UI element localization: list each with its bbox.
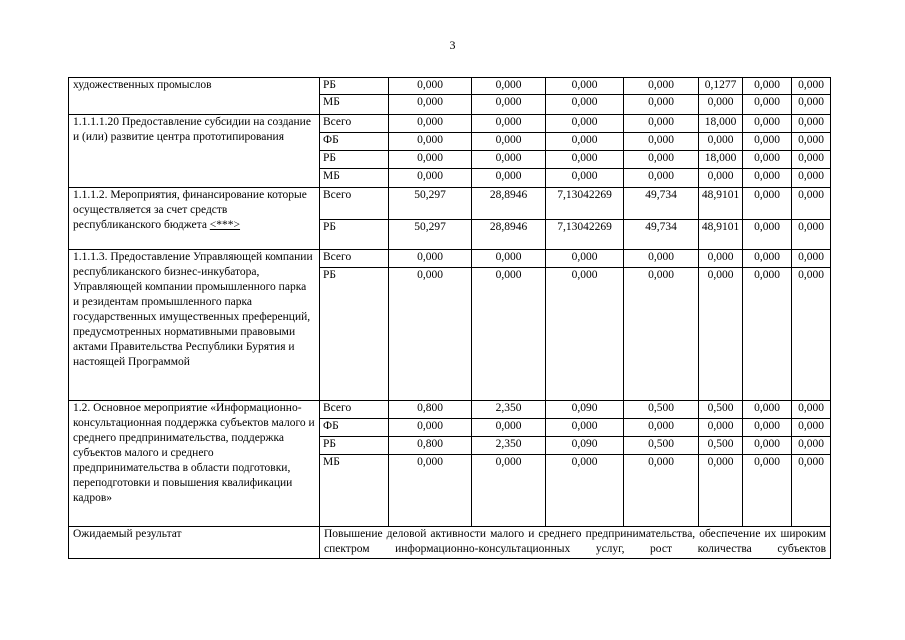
amount-cell: 49,734 bbox=[624, 188, 699, 220]
amount-cell: 0,000 bbox=[792, 151, 831, 169]
funding-source: РБ bbox=[320, 268, 389, 401]
amount-cell: 0,000 bbox=[389, 250, 472, 268]
amount-cell: 0,000 bbox=[389, 169, 472, 188]
amount-cell: 0,000 bbox=[546, 455, 624, 527]
activity-label: 1.2. Основное мероприятие «Информационно-консультационная поддержка субъектов малого и среднего предпринимательства, поддержка субъектов малого и среднего предпринимательства в области подготовки, переподготовки и повышения квалификации кадров» bbox=[73, 402, 315, 504]
activity-cell bbox=[69, 115, 320, 188]
funding-source: МБ bbox=[320, 95, 389, 115]
amount-cell: 0,000 bbox=[743, 437, 792, 455]
amount-cell: 0,000 bbox=[792, 95, 831, 115]
amount-cell: 0,000 bbox=[743, 151, 792, 169]
funding-source: РБ bbox=[320, 151, 389, 169]
amount-cell: 0,000 bbox=[792, 169, 831, 188]
amount-cell: 48,9101 bbox=[699, 220, 743, 250]
amount-cell: 0,000 bbox=[472, 169, 546, 188]
amount-cell: 0,000 bbox=[389, 115, 472, 133]
activity-label: 1.1.1.3. Предоставление Управляющей компании республиканского бизнес-инкубатора, Управляющей компании промышленного парка и резидентам промышленного парка государственных имущественных преференций, предусмотренных нормативными правовыми актами Правительства Республики Бурятия и настоящей Программой bbox=[73, 251, 313, 368]
funding-source: РБ bbox=[320, 437, 389, 455]
amount-cell: 0,000 bbox=[792, 133, 831, 151]
table-row bbox=[69, 250, 831, 268]
amount-cell: 0,800 bbox=[389, 437, 472, 455]
amount-cell: 0,000 bbox=[792, 419, 831, 437]
amount-cell: 0,000 bbox=[624, 250, 699, 268]
amount-cell: 0,000 bbox=[546, 115, 624, 133]
amount-cell: 0,000 bbox=[792, 188, 831, 220]
amount-cell: 0,000 bbox=[792, 220, 831, 250]
activity-cell bbox=[69, 401, 320, 527]
amount-cell: 0,500 bbox=[699, 437, 743, 455]
amount-cell: 0,000 bbox=[472, 133, 546, 151]
amount-cell: 0,000 bbox=[546, 78, 624, 95]
amount-cell: 0,000 bbox=[624, 151, 699, 169]
amount-cell: 0,000 bbox=[743, 95, 792, 115]
financing-table bbox=[68, 77, 831, 559]
amount-cell: 0,000 bbox=[624, 133, 699, 151]
table-row bbox=[69, 401, 831, 419]
amount-cell: 2,350 bbox=[472, 437, 546, 455]
amount-cell: 28,8946 bbox=[472, 220, 546, 250]
amount-cell: 0,000 bbox=[472, 419, 546, 437]
activity-label: 1.1.1.2. Мероприятия, финансирование которые осуществляется за счет средств республиканского бюджета bbox=[73, 189, 307, 231]
amount-cell: 0,1277 bbox=[699, 78, 743, 95]
funding-source: ФБ bbox=[320, 133, 389, 151]
amount-cell: 0,000 bbox=[792, 268, 831, 401]
amount-cell: 0,000 bbox=[743, 133, 792, 151]
amount-cell: 0,000 bbox=[546, 95, 624, 115]
funding-source: Всего bbox=[320, 188, 389, 220]
activity-label: 1.1.1.1.20 Предоставление субсидии на создание и (или) развитие центра прототипирования bbox=[73, 116, 311, 143]
funding-source: МБ bbox=[320, 169, 389, 188]
amount-cell: 0,500 bbox=[624, 401, 699, 419]
page-number: 3 bbox=[449, 38, 456, 52]
amount-cell: 0,500 bbox=[699, 401, 743, 419]
amount-cell: 0,000 bbox=[792, 250, 831, 268]
amount-cell: 0,000 bbox=[743, 115, 792, 133]
amount-cell: 0,000 bbox=[546, 133, 624, 151]
amount-cell: 49,734 bbox=[624, 220, 699, 250]
amount-cell: 0,000 bbox=[472, 455, 546, 527]
table-row bbox=[69, 78, 831, 95]
funding-source: Всего bbox=[320, 401, 389, 419]
amount-cell: 0,000 bbox=[743, 188, 792, 220]
amount-cell: 0,000 bbox=[699, 133, 743, 151]
activity-cell bbox=[69, 188, 320, 250]
amount-cell: 0,000 bbox=[624, 455, 699, 527]
amount-cell: 0,800 bbox=[389, 401, 472, 419]
amount-cell: 0,000 bbox=[472, 151, 546, 169]
amount-cell: 0,000 bbox=[792, 437, 831, 455]
amount-cell: 0,000 bbox=[472, 268, 546, 401]
amount-cell: 0,000 bbox=[743, 169, 792, 188]
amount-cell: 0,000 bbox=[743, 78, 792, 95]
amount-cell: 7,13042269 bbox=[546, 220, 624, 250]
funding-source: РБ bbox=[320, 78, 389, 95]
amount-cell: 0,000 bbox=[389, 78, 472, 95]
amount-cell: 0,090 bbox=[546, 401, 624, 419]
amount-cell: 0,000 bbox=[389, 268, 472, 401]
table-row bbox=[69, 188, 831, 220]
amount-cell: 50,297 bbox=[389, 188, 472, 220]
amount-cell: 48,9101 bbox=[699, 188, 743, 220]
amount-cell: 0,000 bbox=[624, 419, 699, 437]
amount-cell: 2,350 bbox=[472, 401, 546, 419]
amount-cell: 0,000 bbox=[624, 78, 699, 95]
amount-cell: 7,13042269 bbox=[546, 188, 624, 220]
amount-cell: 0,000 bbox=[546, 419, 624, 437]
amount-cell: 0,000 bbox=[699, 419, 743, 437]
amount-cell: 0,000 bbox=[792, 78, 831, 95]
amount-cell: 50,297 bbox=[389, 220, 472, 250]
amount-cell: 0,000 bbox=[743, 250, 792, 268]
amount-cell: 0,000 bbox=[699, 169, 743, 188]
amount-cell: 0,000 bbox=[472, 95, 546, 115]
amount-cell: 0,000 bbox=[472, 78, 546, 95]
amount-cell: 0,000 bbox=[743, 268, 792, 401]
activity-cell bbox=[69, 78, 320, 115]
amount-cell: 0,000 bbox=[389, 419, 472, 437]
amount-cell: 0,000 bbox=[743, 220, 792, 250]
amount-cell: 0,000 bbox=[699, 95, 743, 115]
funding-source: Всего bbox=[320, 250, 389, 268]
funding-source: РБ bbox=[320, 220, 389, 250]
amount-cell: 0,090 bbox=[546, 437, 624, 455]
amount-cell: 18,000 bbox=[699, 151, 743, 169]
amount-cell: 0,500 bbox=[624, 437, 699, 455]
amount-cell: 0,000 bbox=[699, 250, 743, 268]
amount-cell: 0,000 bbox=[546, 169, 624, 188]
footnote-link[interactable]: <***> bbox=[209, 219, 241, 231]
expected-result-text: Повышение деловой активности малого и среднего предпринимательства, обеспечение их широким спектром информационно-консультационных услуг, рост количества субъектов bbox=[320, 527, 831, 559]
table-row bbox=[69, 115, 831, 133]
amount-cell: 0,000 bbox=[743, 419, 792, 437]
amount-cell: 0,000 bbox=[472, 250, 546, 268]
amount-cell: 0,000 bbox=[546, 268, 624, 401]
funding-source: МБ bbox=[320, 455, 389, 527]
amount-cell: 28,8946 bbox=[472, 188, 546, 220]
amount-cell: 0,000 bbox=[624, 169, 699, 188]
amount-cell: 0,000 bbox=[624, 95, 699, 115]
amount-cell: 0,000 bbox=[743, 455, 792, 527]
amount-cell: 0,000 bbox=[389, 455, 472, 527]
amount-cell: 0,000 bbox=[792, 401, 831, 419]
funding-source: ФБ bbox=[320, 419, 389, 437]
amount-cell: 0,000 bbox=[792, 115, 831, 133]
expected-result-row bbox=[69, 527, 831, 559]
amount-cell: 0,000 bbox=[624, 115, 699, 133]
amount-cell: 0,000 bbox=[389, 151, 472, 169]
amount-cell: 0,000 bbox=[546, 151, 624, 169]
amount-cell: 0,000 bbox=[389, 133, 472, 151]
funding-source: Всего bbox=[320, 115, 389, 133]
amount-cell: 0,000 bbox=[624, 268, 699, 401]
amount-cell: 0,000 bbox=[699, 455, 743, 527]
amount-cell: 0,000 bbox=[699, 268, 743, 401]
amount-cell: 18,000 bbox=[699, 115, 743, 133]
activity-label: художественных промыслов bbox=[73, 79, 212, 91]
amount-cell: 0,000 bbox=[792, 455, 831, 527]
activity-cell bbox=[69, 250, 320, 401]
amount-cell: 0,000 bbox=[389, 95, 472, 115]
amount-cell: 0,000 bbox=[472, 115, 546, 133]
expected-result-label: Ожидаемый результат bbox=[69, 527, 320, 559]
amount-cell: 0,000 bbox=[546, 250, 624, 268]
amount-cell: 0,000 bbox=[743, 401, 792, 419]
